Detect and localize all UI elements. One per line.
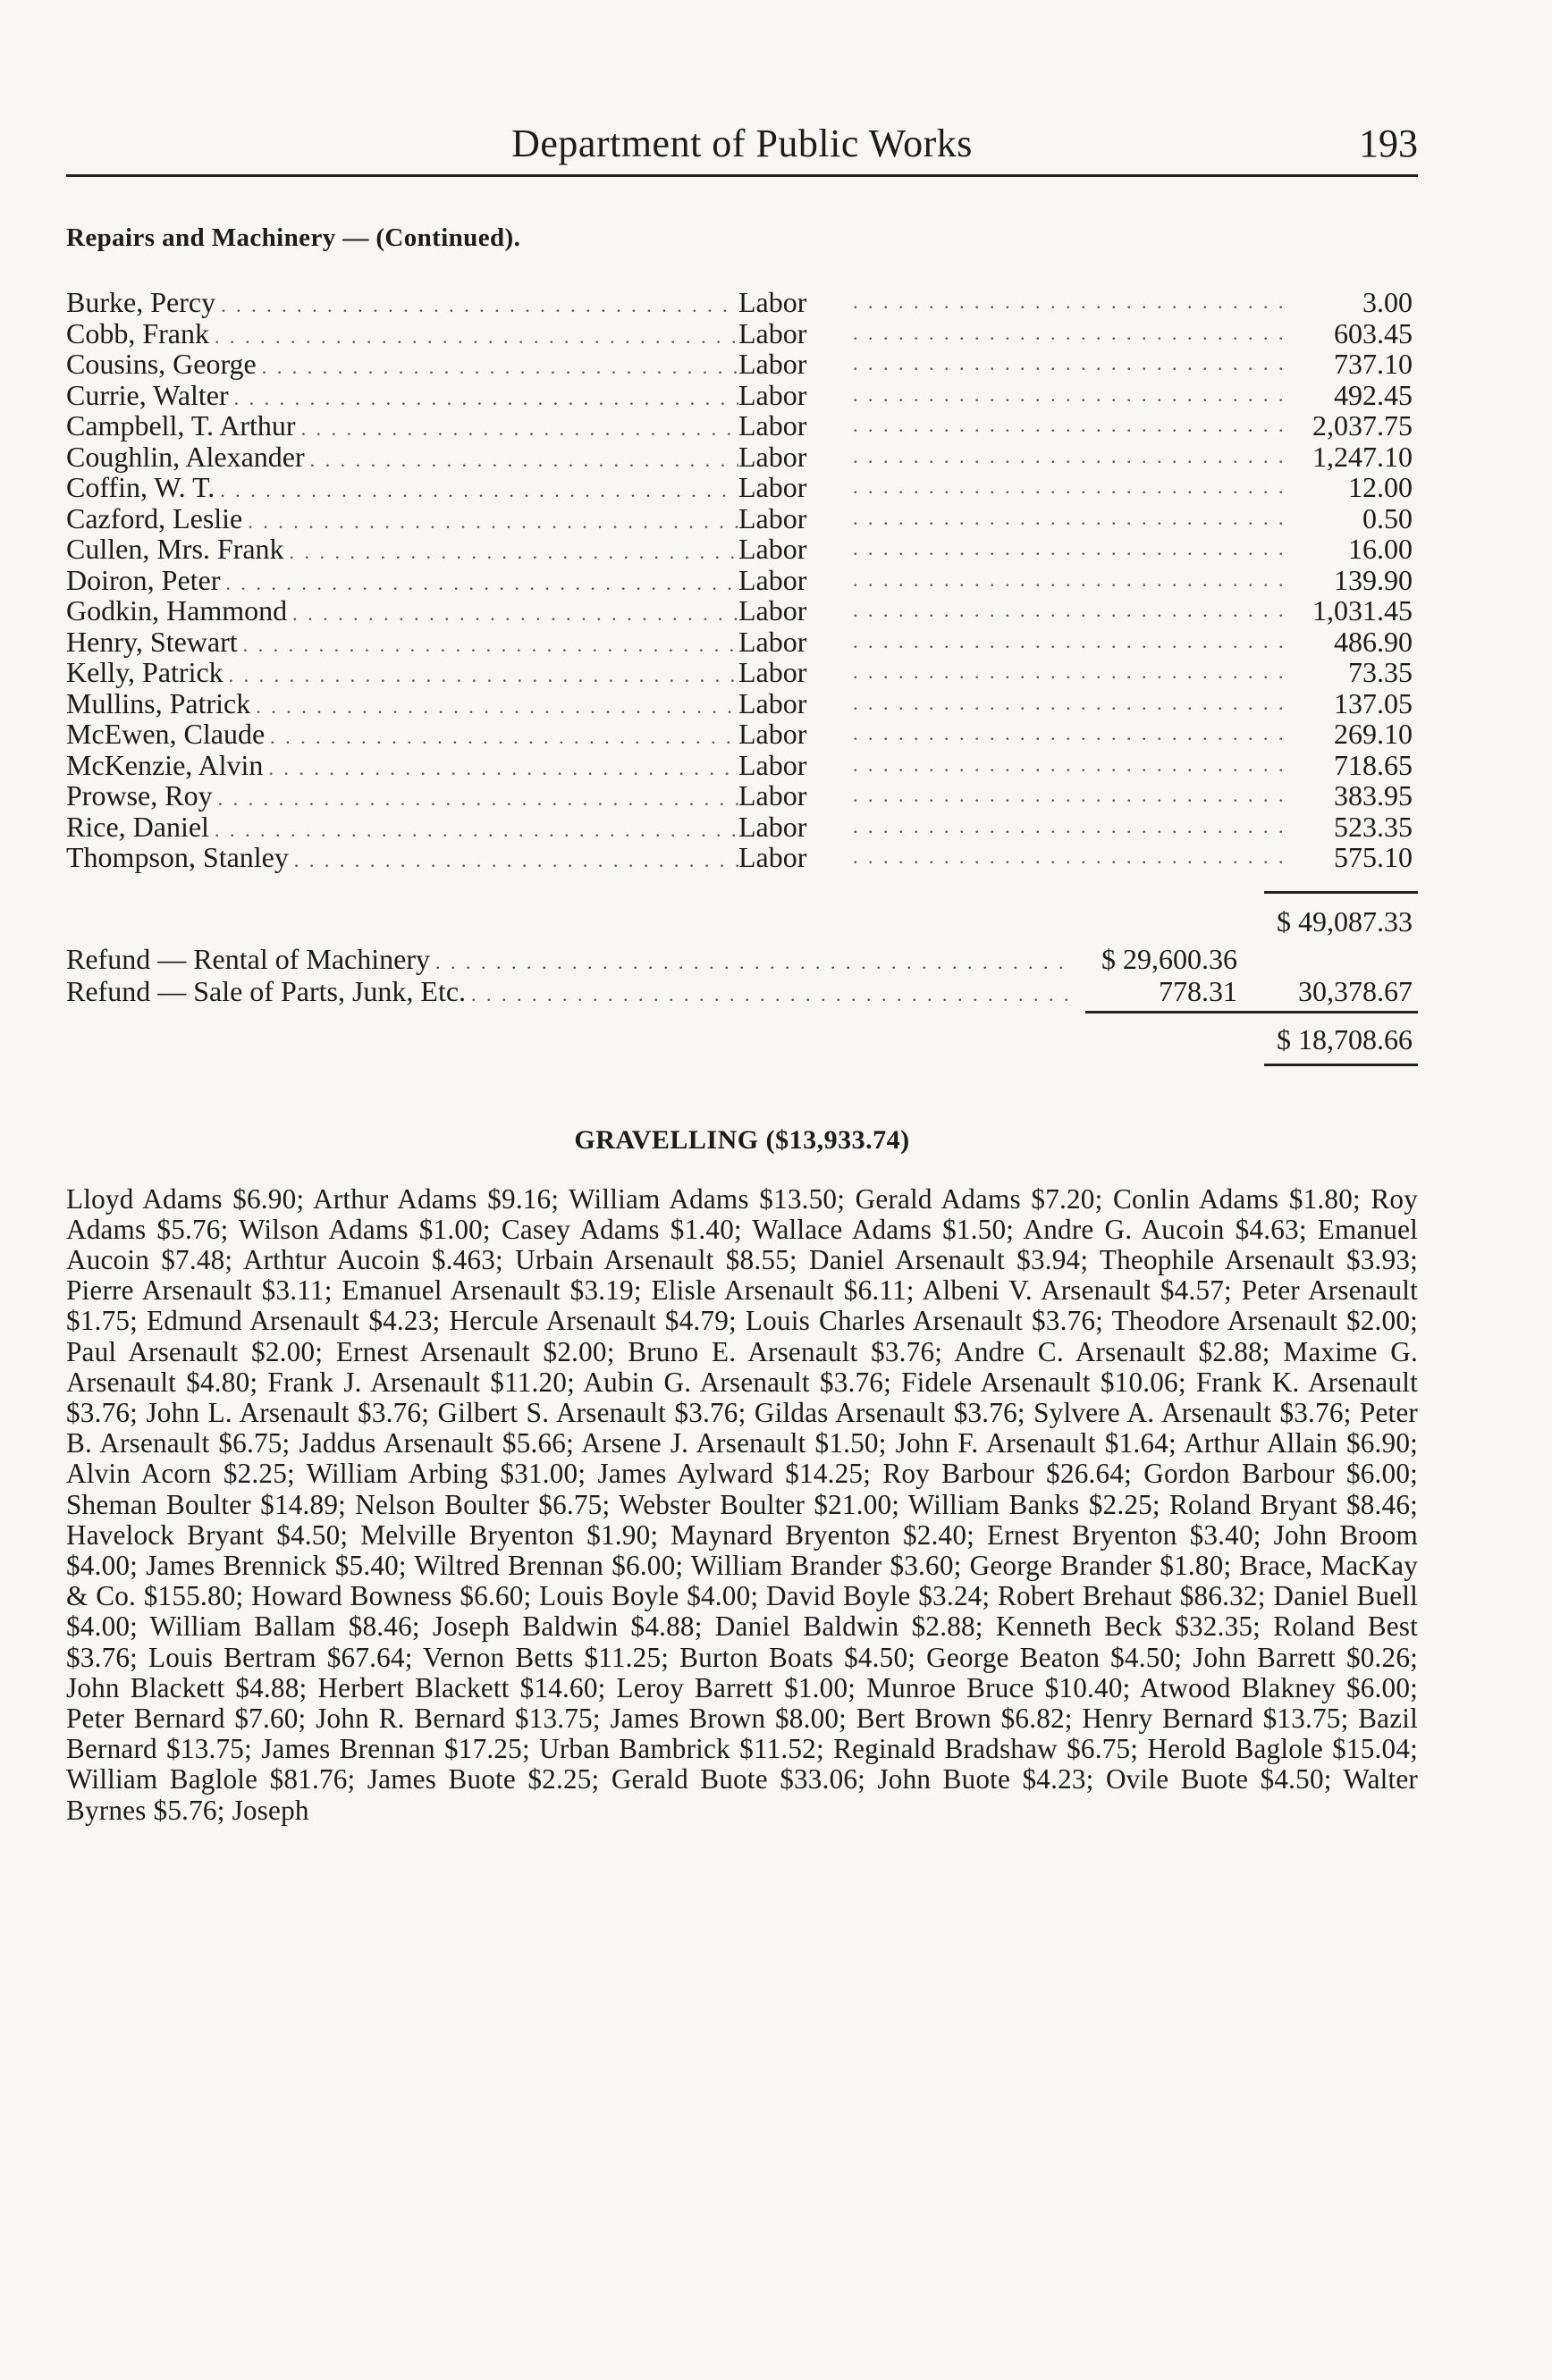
employee-name: Thompson, Stanley [66,842,289,873]
table-row [66,750,1418,781]
dot-leader [268,753,738,785]
employee-name: Campbell, T. Arthur [66,410,296,442]
dot-leader [215,815,738,846]
table-row [66,688,1418,719]
dot-leader [853,595,1291,627]
dot-leader [310,445,738,476]
table-row [66,595,1418,627]
refund-rental-row [66,943,1418,975]
amount: 1,031.45 [1312,594,1413,627]
refunds-total: 30,378.67 [1298,974,1413,1007]
work-type: Labor [738,440,807,473]
work-type: Labor [738,533,807,565]
dot-leader [853,380,1291,411]
employee-name: Henry, Stewart [66,626,238,658]
table-row [66,380,1418,411]
dot-leader [248,507,738,538]
work-type: Labor [738,810,807,843]
employee-name: Rice, Daniel [66,811,209,843]
employee-name: Godkin, Hammond [66,595,288,627]
employee-name: Cullen, Mrs. Frank [66,534,284,565]
dot-leader [262,352,738,383]
gravelling-heading: GRAVELLING ($13,933.74) [574,1124,910,1155]
employee-name: McKenzie, Alvin [66,749,264,781]
amount: 1,247.10 [1312,440,1413,473]
dot-leader [243,630,738,661]
dot-leader [853,842,1291,873]
employee-name: Coffin, W. T. [66,472,215,503]
employee-name: Kelly, Patrick [66,657,224,688]
dot-leader [221,290,738,322]
dot-leader [301,414,738,445]
amount: 269.10 [1334,718,1413,750]
table-row [66,719,1418,750]
refund-sale-amount: 778.31 [1159,974,1237,1007]
amount: 73.35 [1348,656,1413,688]
dot-leader [256,692,738,723]
dot-leader [853,503,1291,534]
work-type: Labor [738,286,807,318]
amount: 137.05 [1334,686,1413,719]
table-row [66,780,1418,812]
table-row [66,287,1418,318]
work-type: Labor [738,501,807,534]
dot-leader [229,660,738,692]
dot-leader [853,812,1291,843]
amount: 523.35 [1334,810,1413,843]
dot-leader [435,951,1067,974]
employee-name: McEwen, Claude [66,719,266,750]
work-type: Labor [738,594,807,627]
dot-leader [853,688,1291,719]
refund-sale-label: Refund — Sale of Parts, Junk, Etc. [66,974,467,1007]
table-row [66,442,1418,473]
section-heading: Repairs and Machinery — (Continued). [66,223,521,252]
table-row [66,812,1418,843]
table-row [66,657,1418,688]
amount: 139.90 [1334,563,1413,596]
employee-name: Currie, Walter [66,379,229,411]
table-row [66,349,1418,380]
running-head [66,112,1418,177]
employee-name: Cousins, George [66,349,257,380]
amount: 486.90 [1334,625,1413,658]
dot-leader [294,845,738,877]
work-type: Labor [738,718,807,750]
work-type: Labor [738,625,807,658]
amount: 2,037.75 [1312,409,1413,442]
labor-table [66,287,1418,873]
table-row [66,410,1418,442]
employee-name: Doiron, Peter [66,564,221,596]
amount: 3.00 [1362,286,1413,318]
table-row [66,472,1418,503]
amount: 718.65 [1334,748,1413,781]
dot-leader [215,322,738,353]
dot-leader [853,410,1291,442]
work-type: Labor [738,409,807,442]
page-title: Department of Public Works [511,122,973,165]
dot-leader [471,983,1067,1006]
amount: 603.45 [1334,316,1413,349]
net-rule-top [1085,1011,1418,1013]
work-type: Labor [738,841,807,873]
amount: 12.00 [1348,471,1413,503]
dot-leader [853,627,1291,658]
amount: 16.00 [1348,533,1413,565]
work-type: Labor [738,656,807,688]
dot-leader [290,537,738,568]
work-type: Labor [738,348,807,380]
table-row [66,565,1418,596]
table-row [66,534,1418,565]
dot-leader [225,568,738,600]
dot-leader [853,442,1291,473]
refund-sale-row [66,975,1418,1007]
dot-leader [853,318,1291,349]
amount: 737.10 [1334,348,1413,380]
dot-leader [853,534,1291,565]
dot-leader [853,657,1291,688]
employee-name: Burke, Percy [66,287,216,318]
table-row [66,318,1418,349]
gravelling-text: Lloyd Adams $6.90; Arthur Adams $9.16; William Adams $13.50; Gerald Adams $7.20; Conlin Adams $1.80; Roy Adams $5.76; Wilson Adams $1.00; Casey Adams $1.40; Wallace Adams $1.50; Andre G. Aucoin $4.63; Emanuel Aucoin $7.48; Arthtur Aucoin $.463; Urbain Arsenault $8.55; Daniel Arsenault $3.94; Theophile Arsenault $3.93; Pierre Arsenault $3.11; Emanuel Arsenault $3.19; Elisle Arsenault $6.11; Albeni V. Arsenault $4.57; Peter Arsenault $1.75; Edmund Arsenault $4.23; Hercule Arsenault $4.79; Louis Charles Arsenault $3.76; Theodore Arsenault $2.00; Paul Arsenault $2.00; Ernest Arsenault $2.00; Bruno E. Arsenault $3.76; Andre C. Arsenault $2.88; Maxime G. Arsenault $4.80; Frank J. Arsenault $11.20; Aubin G. Arsenault $3.76; Fidele Arsenault $10.06; Frank K. Arsenault $3.76; John L. Arsenault $3.76; Gilbert S. Arsenault $3.76; Gildas Arsenault $3.76; Sylvere A. Arsenault $3.76; Peter B. Arsenault $6.75; Jaddus Arsenault $5.66; Arsene J. Arsenault $1.50; John F. Arsenault $1.64; Arthur Allain $6.90; Alvin Acorn $2.25; William Arbing $31.00; James Aylward $14.25; Roy Barbour $26.64; Gordon Barbour $6.00; Sheman Boulter $14.89; Nelson Boulter $6.75; Webster Boulter $21.00; William Banks $2.25; Roland Bryant $8.46; Havelock Bryant $4.50; Melville Bryenton $1.90; Maynard Bryenton $2.40; Ernest Bryenton $3.40; John Broom $4.00; James Brennick $5.40; Wiltred Brennan $6.00; William Brander $3.60; George Brander $1.80; Brace, MacKay & Co. $155.80; Howard Bowness $6.60; Louis Boyle $4.00; David Boyle $3.24; Robert Brehaut $86.32; Daniel Buell $4.00; William Ballam $8.46; Joseph Baldwin $4.88; Daniel Baldwin $2.88; Kenneth Beck $32.35; Roland Best $3.76; Louis Bertram $67.64; Vernon Betts $11.25; Burton Boats $4.50; George Beaton $4.50; John Barrett $0.26; John Blackett $4.88; Herbert Blackett $14.60; Leroy Barrett $1.00; Munroe Bruce $10.40; Atwood Blakney $6.00; Peter Bernard $7.60; John R. Bernard $13.75; James Brown $8.00; Bert Brown $6.82; Henry Bernard $13.75; Bazil Bernard $13.75; James Brennan $17.25; Urban Bambrick $11.52; Reginald Bradshaw $6.75; Herold Baglole $15.04; William Baglole $81.76; James Buote $2.25; Gerald Buote $33.06; John Buote $4.23; Ovile Buote $4.50; Walter Byrnes $5.76; Joseph [66,1182,1418,1826]
amount: 383.95 [1334,779,1413,812]
dot-leader [853,750,1291,781]
work-type: Labor [738,316,807,349]
amount: 575.10 [1334,841,1413,873]
dot-leader [853,719,1291,750]
work-type: Labor [738,378,807,411]
employee-name: Cazford, Leslie [66,502,243,534]
dot-leader [270,722,738,753]
work-type: Labor [738,779,807,812]
table-row [66,627,1418,658]
work-type: Labor [738,471,807,503]
subtotal-rule [1264,891,1418,894]
employee-name: Mullins, Patrick [66,687,251,719]
net-total: $ 18,708.66 [1277,1022,1413,1055]
employee-name: Cobb, Frank [66,317,209,349]
employee-name: Coughlin, Alexander [66,441,305,473]
refund-rental-label: Refund — Rental of Machinery [66,942,430,975]
summary-block [66,889,1418,1068]
work-type: Labor [738,563,807,596]
dot-leader [853,349,1291,380]
dot-leader [853,780,1291,812]
net-rule-bottom [1264,1064,1418,1066]
dot-leader [218,784,738,815]
table-row [66,842,1418,873]
work-type: Labor [738,686,807,719]
dot-leader [292,599,738,630]
table-row [66,503,1418,534]
amount: 492.45 [1334,378,1413,411]
dot-leader [853,565,1291,596]
subtotal-amount: $ 49,087.33 [1277,904,1413,938]
dot-leader [853,472,1291,503]
refund-rental-amount: $ 29,600.36 [1101,942,1237,975]
dot-leader [234,383,738,415]
page-number: 193 [1359,122,1418,165]
work-type: Labor [738,748,807,781]
dot-leader [853,287,1291,318]
dot-leader [220,475,738,507]
page [66,112,1418,1826]
amount: 0.50 [1362,501,1413,534]
employee-name: Prowse, Roy [66,780,213,812]
